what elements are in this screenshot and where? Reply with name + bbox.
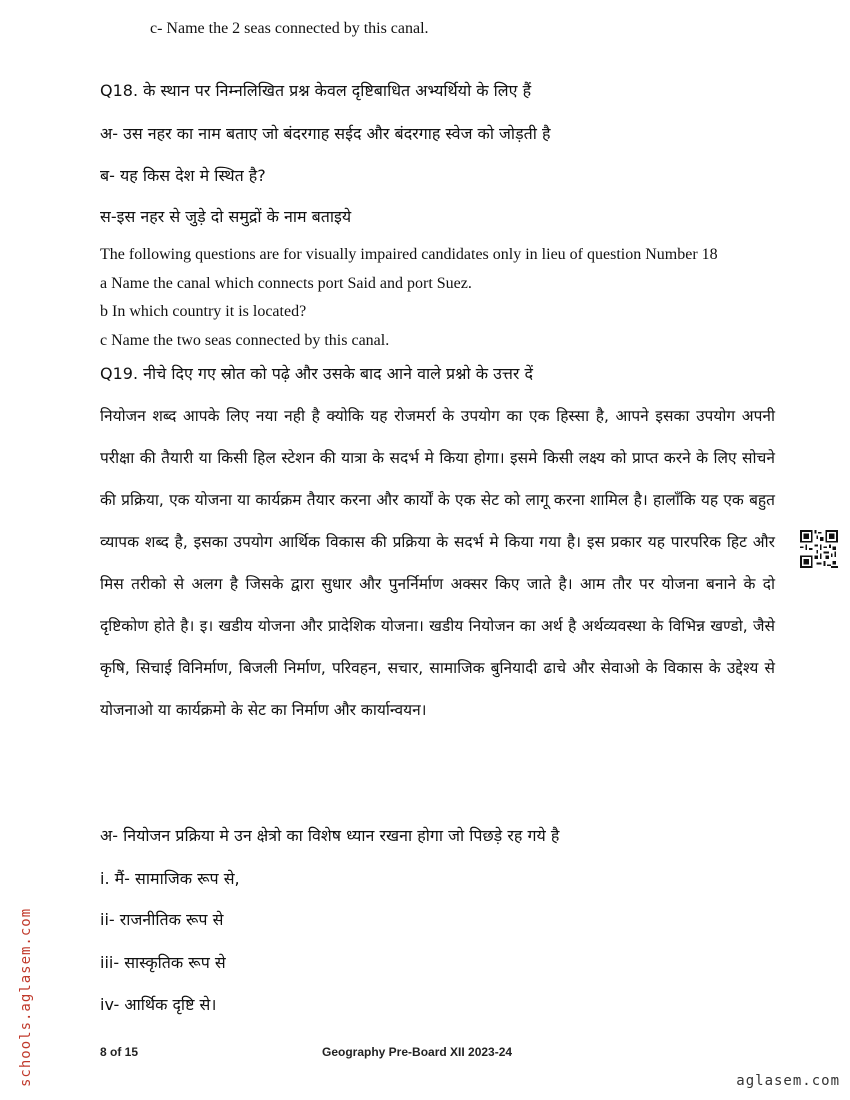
qr-code-icon: [800, 530, 838, 568]
header-line: c- Name the 2 seas connected by this canal.: [150, 20, 429, 37]
side-watermark: schools.aglasem.com: [18, 907, 34, 1087]
q18-b-hindi: ब- यह किस देश मे स्थित है?: [100, 166, 266, 185]
q19-option-iv: iv- आर्थिक दृष्टि से।: [100, 995, 217, 1014]
q19-question-a: अ- नियोजन प्रक्रिया मे उन क्षेत्रो का विशेष ध्यान रखना होगा जो पिछड़े रह गये है: [100, 826, 560, 845]
q18-a-hindi: अ- उस नहर का नाम बताए जो बंदरगाह सईद और बंदरगाह स्वेज को जोड़ती है: [100, 124, 551, 143]
q18-c-hindi: स-इस नहर से जुड़े दो समुद्रों के नाम बताइये: [100, 207, 352, 226]
q18-english-intro: The following questions are for visually impaired candidates only in lieu of question Number 18: [100, 246, 718, 263]
footer-title: Geography Pre-Board XII 2023-24: [322, 1045, 513, 1059]
bottom-right-watermark: aglasem.com: [736, 1073, 840, 1089]
q19-option-iii: iii- सास्कृतिक रूप से: [100, 953, 226, 972]
q18-b-english: b In which country it is located?: [100, 303, 307, 320]
q19-option-i: i. मैं- सामाजिक रूप से,: [100, 869, 240, 888]
page-number: 8 of 15: [100, 1045, 139, 1059]
q18-a-english: a Name the canal which connects port Said and port Suez.: [100, 275, 472, 292]
q18-c-english: c Name the two seas connected by this canal.: [100, 332, 390, 349]
q19-title: Q19. नीचे दिए गए स्रोत को पढ़े और उसके बाद आने वाले प्रश्नो के उत्तर दें: [100, 364, 534, 383]
q18-title: Q18. के स्थान पर निम्नलिखित प्रश्न केवल दृष्टिबाधित अभ्यर्थियो के लिए हैं: [100, 81, 532, 100]
q19-option-ii: ii- राजनीतिक रूप से: [100, 910, 224, 929]
q19-passage: नियोजन शब्द आपके लिए नया नही है क्योकि यह रोजमर्रा के उपयोग का एक हिस्सा है, आपने इसका उपयोग अपनी परीक्षा की तैयारी या किसी हिल स्टेशन की यात्रा के सदर्भ मे किया होगा। इसमे किसी लक्ष्य को प्राप्त करने के लिए सोचने की प्रक्रिया, एक योजना या कार्यक्रम तैयार करना और कार्यों के एक सेट को लागू करना शामिल है। हालाँकि यह एक बहुत व्यापक शब्द है, इसका उपयोग आर्थिक विकास की प्रक्रिया के सदर्भ मे किया गया है। इस प्रकार यह पारपरिक हिट और मिस तरीको से अलग है जिसके द्वारा सुधार और पुनर्निर्माण अक्सर किए जाते है। आम तौर पर योजना बनाने के दो दृष्टिकोण होते है। इ। खडीय योजना और प्रादेशिक योजना। खडीय नियोजन का अर्थ है अर्थव्यवस्था के विभिन्न खण्डो, जैसे कृषि, सिचाई विनिर्माण, बिजली निर्माण, परिवहन, सचार, सामाजिक बुनियादी ढाचे और सेवाओ के विकास के उद्देश्य से योजनाओ या कार्यक्रमो के सेट का निर्माण और कार्यान्वयन।: [100, 407, 775, 719]
